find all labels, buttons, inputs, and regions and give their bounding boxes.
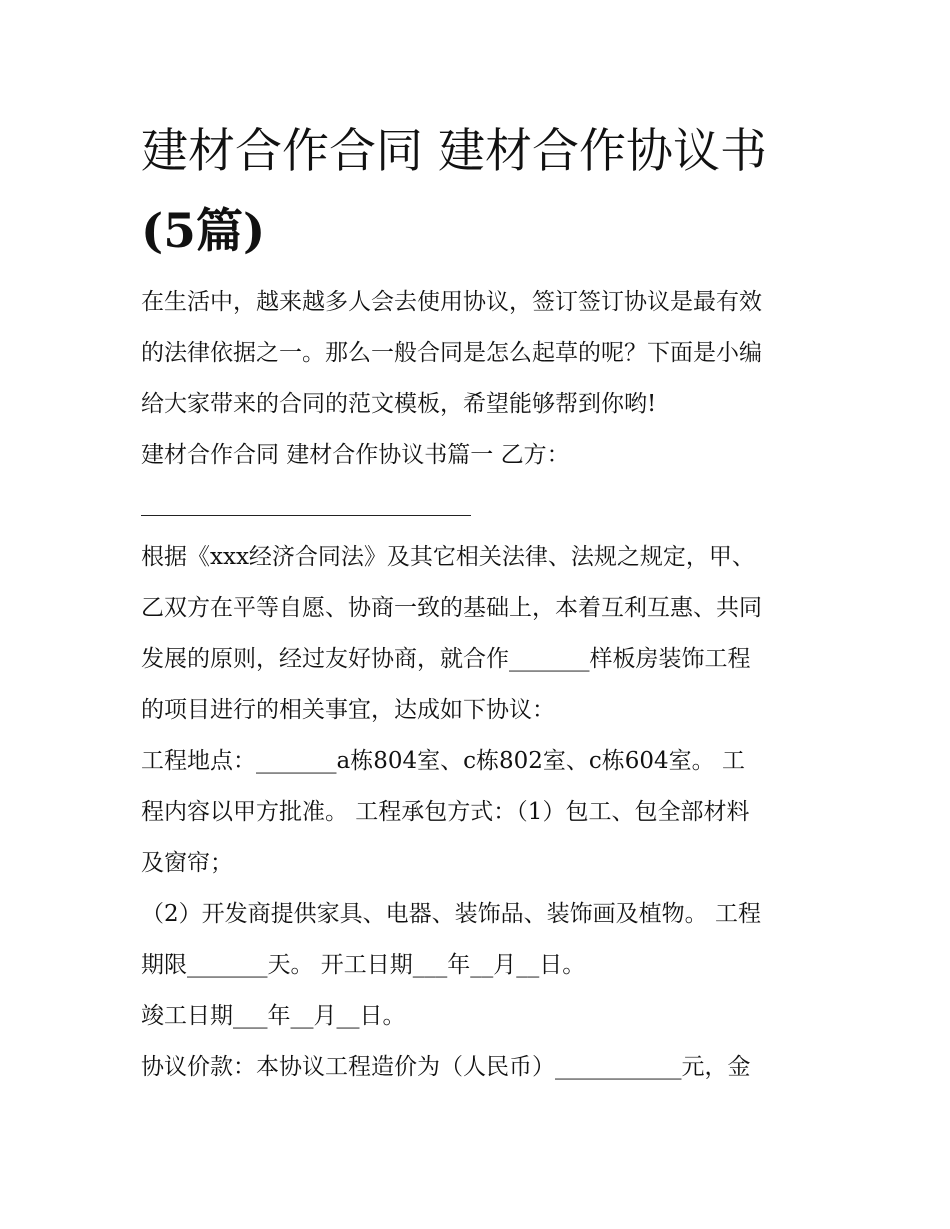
paragraph-line: 及窗帘； — [141, 850, 233, 876]
paragraph-line: 根据《xxx经济合同法》及其它相关法律、法规之规定，甲、 — [141, 544, 755, 570]
paragraph-line: 竣工日期___年__月__日。 — [141, 1003, 406, 1029]
paragraph-line: 发展的原则，经过友好协商，就合作_______样板房装饰工程 — [141, 646, 751, 672]
paragraph-line: 在生活中，越来越多人会去使用协议，签订签订协议是最有效 — [141, 289, 762, 315]
section-heading-line: 建材合作合同 建材合作协议书篇一 乙方： — [141, 442, 570, 468]
paragraph-line: 乙双方在平等自愿、协商一致的基础上，本着互利互惠、共同 — [141, 595, 762, 621]
paragraph-line: 的项目进行的相关事宜，达成如下协议： — [141, 697, 555, 723]
title-line-1: 建材合作合同 建材合作协议书 — [141, 124, 767, 179]
document-title — [141, 112, 841, 272]
paragraph-line: 给大家带来的合同的范文模板，希望能够帮到你哟! — [141, 391, 657, 417]
paragraph-line: 程内容以甲方批准。 工程承包方式：（1）包工、包全部材料 — [141, 799, 750, 825]
paragraph-line: 的法律依据之一。那么一般合同是怎么起草的呢？下面是小编 — [141, 340, 762, 366]
paragraph-line: 期限_______天。 开工日期___年__月__日。 — [141, 952, 586, 978]
blank-signature-line — [141, 481, 821, 532]
paragraph-line: 工程地点：_______a栋804室、c栋802室、c栋604室。 工 — [141, 748, 745, 774]
paragraph-line: （2）开发商提供家具、电器、装饰品、装饰画及植物。 工程 — [141, 901, 761, 927]
document-body — [141, 277, 821, 1093]
title-line-2: (5篇) — [141, 204, 266, 259]
paragraph-line: 协议价款：本协议工程造价为（人民币）___________元，金 — [141, 1054, 751, 1080]
underline-rule — [141, 515, 471, 516]
